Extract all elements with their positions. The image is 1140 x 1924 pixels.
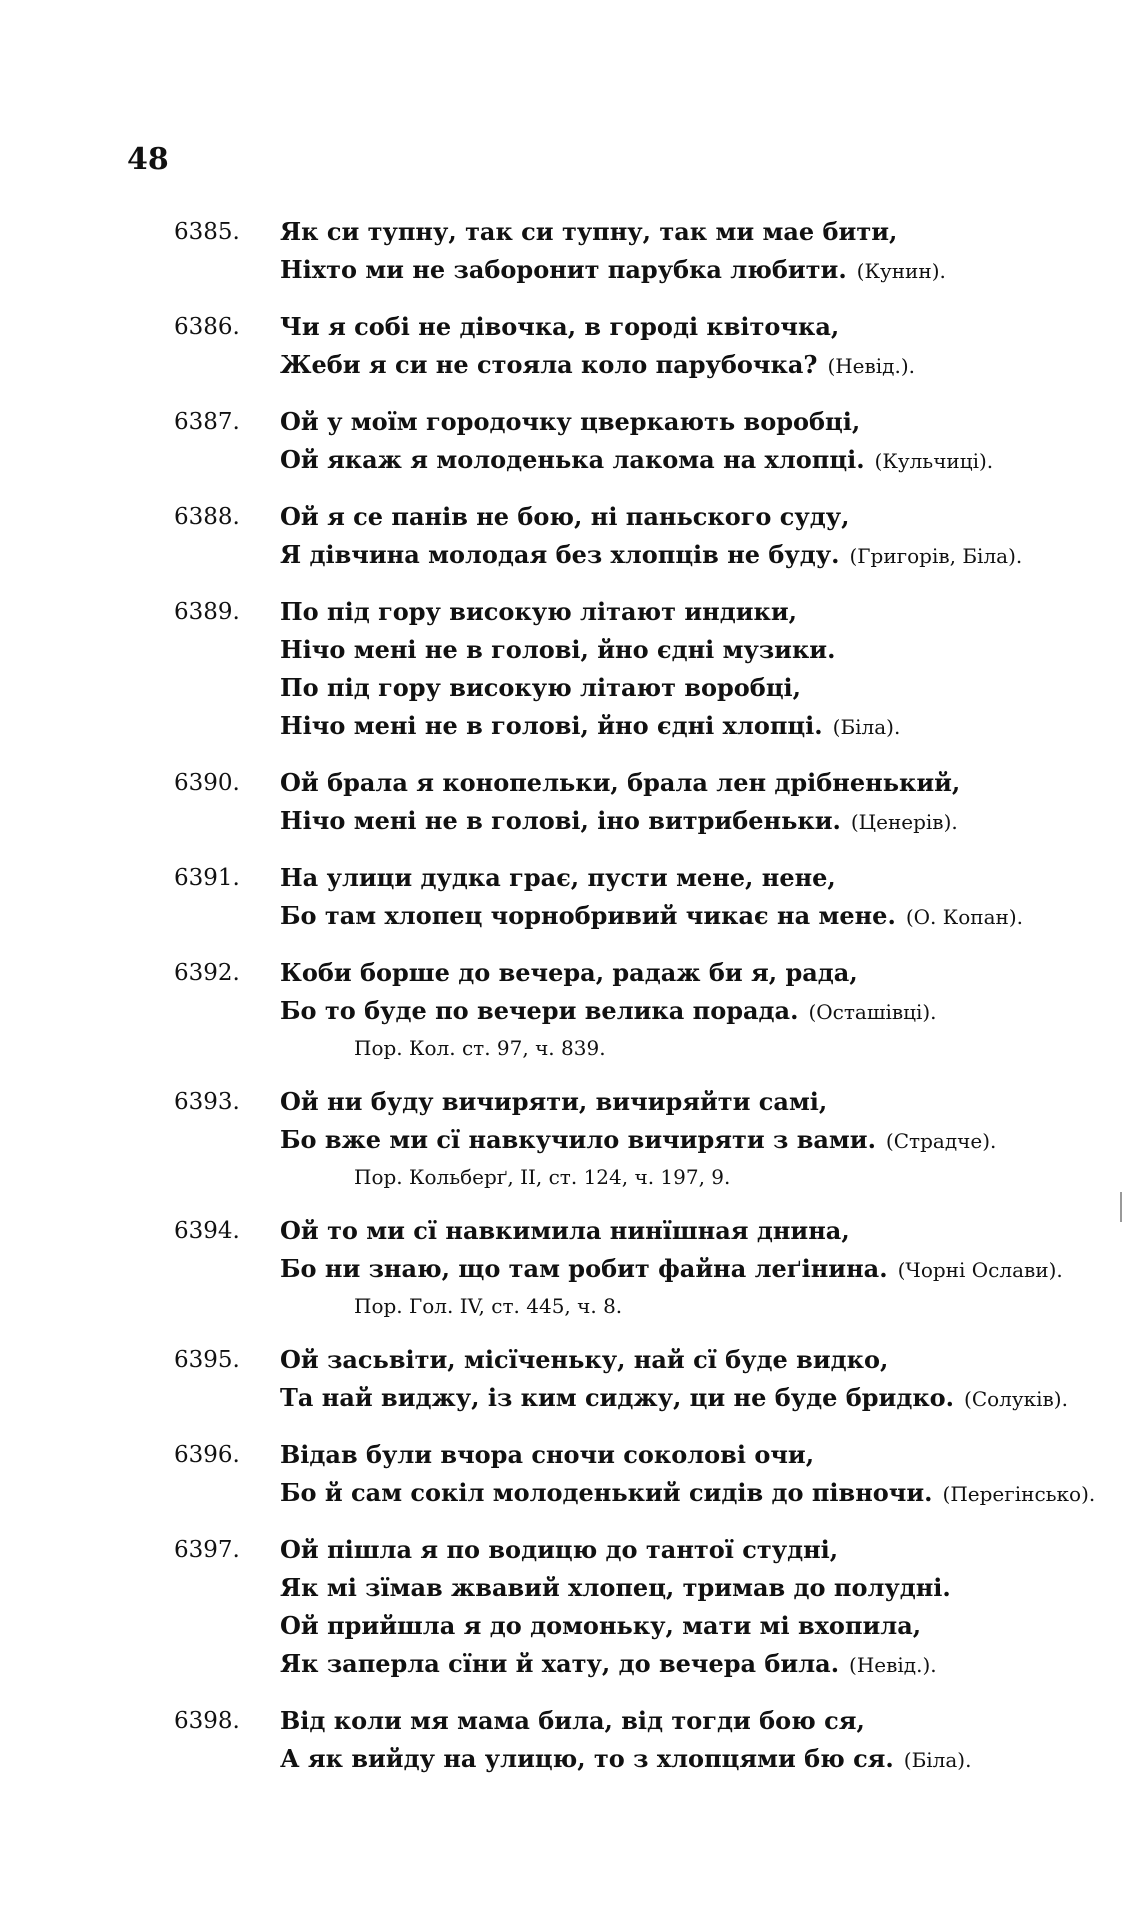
- song-entry: [174, 954, 1104, 1065]
- verse-line: [280, 1379, 1104, 1418]
- verse-line: [280, 403, 1104, 441]
- verse-text: Нічо мені не в голові, йно єдні музики.: [280, 635, 836, 664]
- source-location: (Біла).: [903, 1748, 972, 1772]
- verse-text: Ніхто ми не заборонит парубка любити.: [280, 255, 847, 284]
- entry-body: [280, 954, 1104, 1065]
- verse-line: [280, 1474, 1104, 1513]
- verse-text: Бо й сам сокіл молоденький сидів до півночи.: [280, 1478, 933, 1507]
- source-location: (Перегінсько).: [942, 1482, 1096, 1506]
- song-entry: [174, 764, 1104, 841]
- entry-number: 6395.: [174, 1347, 240, 1373]
- entry-body: [280, 498, 1104, 575]
- entry-number: 6388.: [174, 504, 240, 530]
- entry-body: [280, 764, 1104, 841]
- verse-text: Бо вже ми сї навкучило вичиряти з вами.: [280, 1125, 876, 1154]
- song-entry: [174, 498, 1104, 575]
- song-entry: [174, 1341, 1104, 1418]
- verse-line: [280, 1569, 1104, 1607]
- verse-line: [280, 1083, 1104, 1121]
- song-entry: [174, 1083, 1104, 1194]
- verse-text: Ой ни буду вичиряти, вичиряйти самі,: [280, 1087, 828, 1116]
- song-entry: [174, 1531, 1104, 1684]
- entry-number: 6387.: [174, 409, 240, 435]
- verse-line: [280, 1702, 1104, 1740]
- verse-line: [280, 1531, 1104, 1569]
- entry-number: 6390.: [174, 770, 240, 796]
- page-number: 48: [127, 142, 169, 177]
- entry-number: 6394.: [174, 1218, 240, 1244]
- verse-line: [280, 1250, 1104, 1289]
- source-location: (Біла).: [832, 715, 901, 739]
- entry-body: [280, 213, 1104, 290]
- song-entry: [174, 308, 1104, 385]
- verse-line: [280, 308, 1104, 346]
- verse-line: [280, 897, 1104, 936]
- verse-line: [280, 1121, 1104, 1160]
- source-location: (Чорні Ослави).: [897, 1258, 1063, 1282]
- verse-line: [280, 441, 1104, 480]
- source-location: (Кульчиці).: [874, 449, 994, 473]
- source-location: (Осташівці).: [808, 1000, 937, 1024]
- entry-body: [280, 859, 1104, 936]
- entry-body: [280, 1341, 1104, 1418]
- verse-line: [280, 992, 1104, 1031]
- cross-reference: Пор. Кол. ст. 97, ч. 839.: [354, 1036, 606, 1060]
- source-location: (Ценерів).: [850, 810, 958, 834]
- source-location: (Невід.).: [827, 354, 916, 378]
- verse-text: Ой я се панів не бою, ні паньского суду,: [280, 502, 850, 531]
- verse-line: [280, 1607, 1104, 1645]
- entry-number: 6391.: [174, 865, 240, 891]
- entry-body: [280, 593, 1104, 746]
- entry-number: 6393.: [174, 1089, 240, 1115]
- entry-body: [280, 1083, 1104, 1194]
- verse-line: [280, 251, 1104, 290]
- entry-number: 6386.: [174, 314, 240, 340]
- verse-line: [280, 669, 1104, 707]
- verse-text: Ой у моїм городочку цверкають воробці,: [280, 407, 861, 436]
- entry-number: 6392.: [174, 960, 240, 986]
- cross-reference: Пор. Кольберґ, II, ст. 124, ч. 197, 9.: [354, 1165, 731, 1189]
- verse-text: Я дівчина молодая без хлопців не буду.: [280, 540, 840, 569]
- verse-line: [280, 631, 1104, 669]
- verse-line: [280, 498, 1104, 536]
- entry-number: 6385.: [174, 219, 240, 245]
- entry-body: [280, 308, 1104, 385]
- verse-text: Нічо мені не в голові, іно витрибеньки.: [280, 806, 841, 835]
- verse-text: Ой брала я конопельки, брала лен дрібненький,: [280, 768, 961, 797]
- entry-body: [280, 1436, 1104, 1513]
- entry-number: 6396.: [174, 1442, 240, 1468]
- verse-line: [280, 346, 1104, 385]
- verse-text: Бо там хлопец чорнобривий чикає на мене.: [280, 901, 896, 930]
- entry-body: [280, 403, 1104, 480]
- song-entry: [174, 859, 1104, 936]
- verse-text: Жеби я си не стояла коло парубочка?: [280, 350, 818, 379]
- verse-line: [280, 1436, 1104, 1474]
- song-entry: [174, 1212, 1104, 1323]
- verse-text: По під гору високую літают воробці,: [280, 673, 802, 702]
- verse-line: [280, 593, 1104, 631]
- song-entry: [174, 593, 1104, 746]
- cross-reference: Пор. Гол. IV, ст. 445, ч. 8.: [354, 1294, 623, 1318]
- verse-line: [280, 1341, 1104, 1379]
- entry-body: [280, 1212, 1104, 1323]
- verse-text: Бо то буде по вечери велика порада.: [280, 996, 799, 1025]
- verse-line: [280, 764, 1104, 802]
- song-entry: [174, 403, 1104, 480]
- verse-text: Від коли мя мама била, від тогди бою ся,: [280, 1706, 865, 1735]
- verse-text: Ой засьвіти, місїченьку, най сї буде видко,: [280, 1345, 889, 1374]
- verse-line: [280, 802, 1104, 841]
- source-location: (О. Копан).: [905, 905, 1023, 929]
- verse-text: Бо ни знаю, що там робит файна леґінина.: [280, 1254, 888, 1283]
- source-location: (Григорів, Біла).: [849, 544, 1023, 568]
- verse-line: [280, 213, 1104, 251]
- verse-line: [280, 1212, 1104, 1250]
- margin-mark: [1120, 1192, 1122, 1222]
- verse-line: [280, 536, 1104, 575]
- verse-text: Ой то ми сї навкимила нинїшная днина,: [280, 1216, 850, 1245]
- verse-text: Ой прийшла я до домоньку, мати мі вхопила,: [280, 1611, 922, 1640]
- entry-number: 6398.: [174, 1708, 240, 1734]
- verse-text: По під гору високую літают индики,: [280, 597, 797, 626]
- entry-number: 6397.: [174, 1537, 240, 1563]
- verse-text: Ой якаж я молоденька лакома на хлопці.: [280, 445, 865, 474]
- song-entry: [174, 1702, 1104, 1779]
- verse-line: [280, 1645, 1104, 1684]
- song-entry: [174, 1436, 1104, 1513]
- verse-text: Як си тупну, так си тупну, так ми мае бити,: [280, 217, 898, 246]
- verse-text: Як мі зїмав жвавий хлопец, тримав до полудні.: [280, 1573, 951, 1602]
- entry-body: [280, 1531, 1104, 1684]
- verse-line: [280, 1740, 1104, 1779]
- verse-text: А як вийду на улицю, то з хлопцями бю ся.: [280, 1744, 894, 1773]
- verse-line: [280, 954, 1104, 992]
- verse-text: На улици дудка грає, пусти мене, нене,: [280, 863, 836, 892]
- verse-text: Відав були вчора сночи соколові очи,: [280, 1440, 815, 1469]
- verse-text: Та най виджу, із ким сиджу, ци не буде бридко.: [280, 1383, 955, 1412]
- source-location: (Солуків).: [964, 1387, 1068, 1411]
- song-list: [174, 213, 1104, 1797]
- verse-text: Чи я собі не дівочка, в городі квіточка,: [280, 312, 840, 341]
- verse-text: Ой пішла я по водицю до тантої студні,: [280, 1535, 839, 1564]
- source-location: (Невід.).: [849, 1653, 937, 1677]
- entry-body: [280, 1702, 1104, 1779]
- verse-text: Нічо мені не в голові, йно єдні хлопці.: [280, 711, 823, 740]
- verse-line: [280, 707, 1104, 746]
- source-location: (Страдче).: [885, 1129, 997, 1153]
- verse-text: Як заперла сїни й хату, до вечера била.: [280, 1649, 840, 1678]
- verse-text: Коби борше до вечера, радаж би я, рада,: [280, 958, 858, 987]
- source-location: (Кунин).: [856, 259, 946, 283]
- song-entry: [174, 213, 1104, 290]
- entry-number: 6389.: [174, 599, 240, 625]
- verse-line: [280, 859, 1104, 897]
